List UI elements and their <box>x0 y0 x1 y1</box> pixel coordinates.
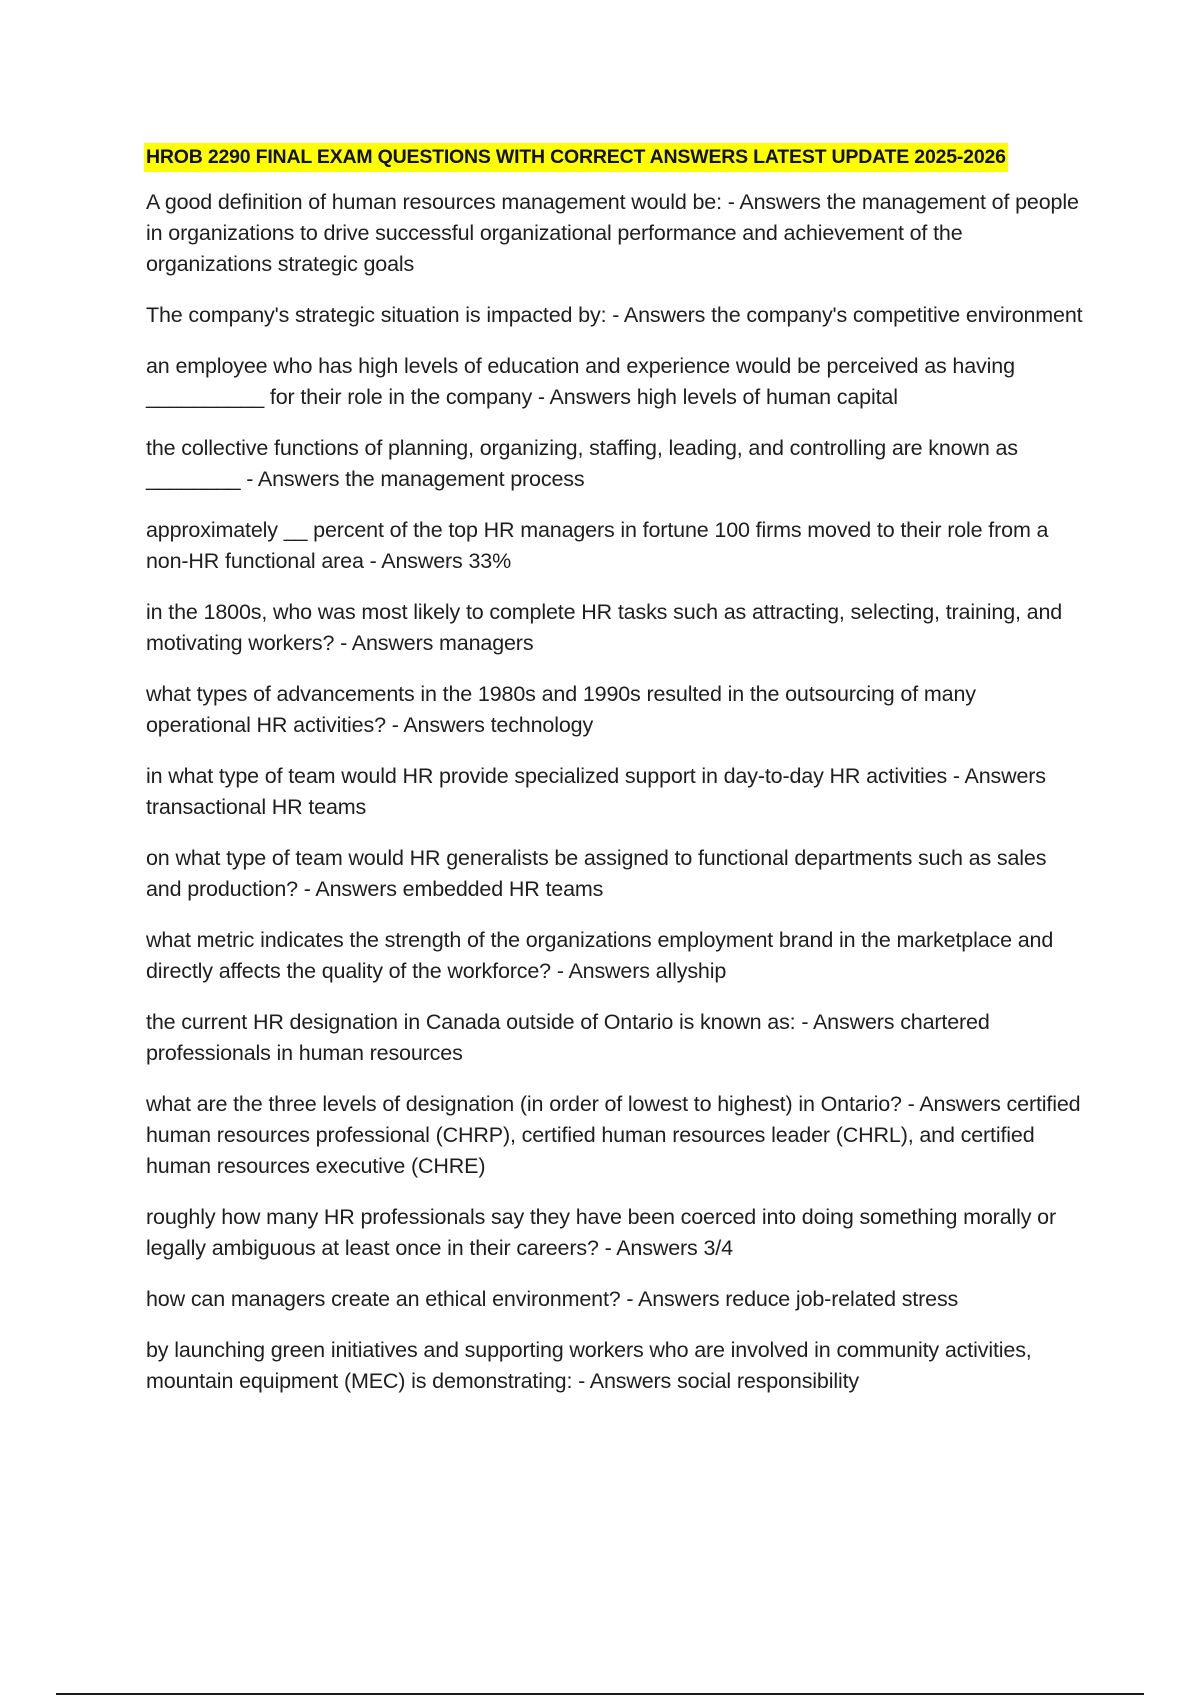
qa-item: the collective functions of planning, organizing, staffing, leading, and controlling are known as ________ - Answers the management process <box>146 436 1018 491</box>
qa-item: approximately __ percent of the top HR managers in fortune 100 firms moved to their role from a non-HR functional area - Answers 33% <box>146 518 1049 573</box>
document-title: HROB 2290 FINAL EXAM QUESTIONS WITH CORRECT ANSWERS LATEST UPDATE 2025-2026 <box>144 143 1008 172</box>
qa-list <box>146 187 1086 1397</box>
qa-item: how can managers create an ethical environment? - Answers reduce job-related stress <box>146 1287 959 1311</box>
document-content <box>146 143 1086 1417</box>
qa-item: in the 1800s, who was most likely to complete HR tasks such as attracting, selecting, training, and motivating workers? - Answers managers <box>146 600 1063 655</box>
qa-item: the current HR designation in Canada outside of Ontario is known as: - Answers chartered professionals in human resources <box>146 1010 990 1065</box>
qa-item: what metric indicates the strength of the organizations employment brand in the marketplace and directly affects the quality of the workforce? - Answers allyship <box>146 928 1054 983</box>
footer-divider <box>56 1693 1144 1695</box>
qa-item: roughly how many HR professionals say they have been coerced into doing something morally or legally ambiguous at least once in their careers? - Answers 3/4 <box>146 1205 1056 1260</box>
qa-item: A good definition of human resources management would be: - Answers the management of people in organizations to drive successful organizational performance and achievement of the organizations strategic goals <box>146 190 1079 276</box>
qa-item: an employee who has high levels of education and experience would be perceived as having __________ for their role in the company - Answers high levels of human capital <box>146 354 1015 409</box>
qa-item: by launching green initiatives and supporting workers who are involved in community activities, mountain equipment (MEC) is demonstrating: - Answers social responsibility <box>146 1338 1032 1393</box>
qa-item: in what type of team would HR provide specialized support in day-to-day HR activities - Answers transactional HR teams <box>146 764 1046 819</box>
qa-item: what types of advancements in the 1980s and 1990s resulted in the outsourcing of many operational HR activities? - Answers technology <box>146 682 976 737</box>
qa-item: The company's strategic situation is impacted by: - Answers the company's competitive environment <box>146 303 1083 327</box>
qa-item: what are the three levels of designation (in order of lowest to highest) in Ontario? - Answers certified human resources professional (CHRP), certified human resources leader (CHRL), and certified human resources executive (CHRE) <box>146 1092 1081 1178</box>
qa-item: on what type of team would HR generalists be assigned to functional departments such as sales and production? - Answers embedded HR teams <box>146 846 1047 901</box>
